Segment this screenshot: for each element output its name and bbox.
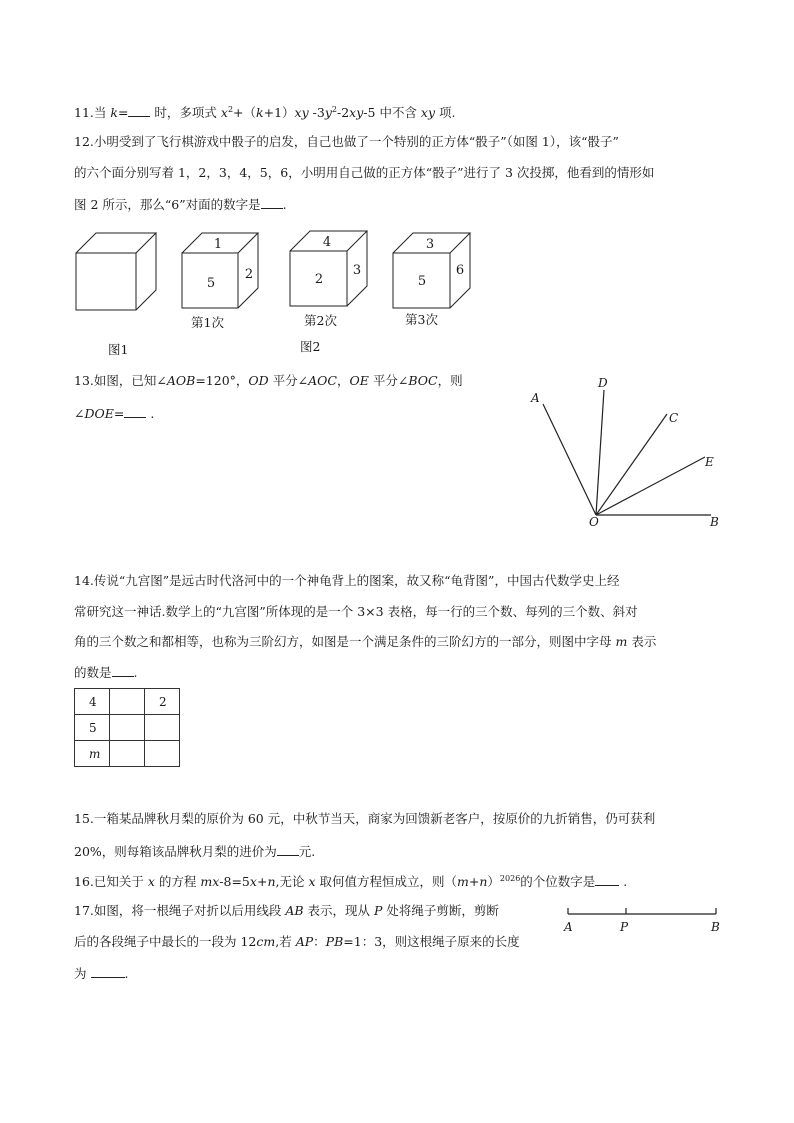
question-11 (74, 104, 456, 121)
die1-caption: 第1次 (191, 315, 224, 330)
die1-front-number: 5 (206, 276, 216, 291)
q11-text: 时，多项式 (150, 105, 221, 120)
ray-OD (596, 390, 604, 515)
q13-text: 平分∠ (368, 373, 409, 388)
q11-text: 当 (93, 105, 111, 120)
q11-text: = (117, 105, 129, 120)
q13-var: BOC (408, 373, 438, 388)
q16-var: x (308, 874, 316, 889)
q14-text: 的数是 (74, 665, 112, 680)
q15-text: 20%，则每箱该品牌秋月梨的进价为 (74, 844, 277, 859)
q16-text: + (256, 874, 268, 889)
q13-line-2 (74, 405, 154, 422)
q14-text: . (133, 665, 138, 680)
q11-exponent: 2 (331, 104, 337, 114)
q17-line-1 (74, 903, 499, 919)
q13-answer-blank[interactable] (124, 405, 146, 418)
q16-text: . (619, 874, 628, 889)
q16-text: -8=5 (219, 874, 250, 889)
q11-text: +1） (263, 105, 295, 120)
q11-text: +（ (233, 105, 257, 120)
q13-line-1 (74, 373, 463, 389)
q17-unit: cm (256, 934, 276, 949)
table-cell: m (75, 741, 110, 767)
q13-text: ，则 (437, 373, 463, 388)
q11-var: k (110, 105, 118, 120)
table-cell (110, 689, 145, 715)
ray-OA (543, 404, 596, 515)
q13-var: DOE (84, 406, 114, 421)
segment-diagram (560, 902, 730, 942)
q14-line-3 (74, 634, 656, 650)
q13-text: = (113, 406, 125, 421)
q13-var: OE (349, 373, 369, 388)
q17-text: 处将绳子剪断，剪断 (382, 903, 499, 918)
q11-text: -3 (308, 105, 325, 120)
q11-var: xy (294, 105, 309, 120)
table-cell: 4 (75, 689, 110, 715)
table-cell (110, 741, 145, 767)
q14-line-4 (74, 664, 138, 681)
q16-text: 取何值方程恒成立，则（ (315, 874, 457, 889)
q17-line-3 (74, 965, 129, 982)
q12-line-3 (74, 196, 287, 213)
angle-diagram (525, 372, 735, 532)
table-row (75, 715, 180, 741)
q11-var: k (256, 105, 264, 120)
cube-side-face (136, 233, 156, 310)
q16-var: x (249, 874, 257, 889)
q16-var: n (267, 874, 276, 889)
q11-text: 项. (435, 105, 456, 120)
q15-line-1: 15.一箱某品牌秋月梨的原价为 60 元，中秋节当天，商家为回馈新老客户，按原价的九折销售，仍可获利 (74, 811, 656, 826)
cube-top-face (76, 233, 156, 253)
die1-top-number: 1 (213, 237, 223, 252)
q17-text: 表示，现从 (303, 903, 375, 918)
question-16 (74, 873, 627, 890)
q17-var: P (374, 903, 383, 918)
die3-top-number: 3 (425, 237, 435, 252)
q13-var: AOB (166, 373, 196, 388)
q15-text: 元. (298, 844, 316, 859)
table-row (75, 741, 180, 767)
die3-front-number: 5 (417, 274, 427, 289)
q16-var: x (147, 874, 155, 889)
q14-answer-blank[interactable] (112, 664, 134, 677)
q11-var: xy (349, 105, 364, 120)
label-P: P (620, 920, 629, 934)
q12-text: . (282, 197, 287, 212)
q16-var: mx (200, 874, 220, 889)
table-cell: 2 (145, 689, 180, 715)
figure-1-caption: 图1 (108, 342, 129, 357)
ray-OE (596, 457, 705, 515)
q16-var: m (457, 874, 469, 889)
cube-front-face (76, 253, 136, 310)
q16-var: n (479, 874, 488, 889)
q17-text: . (124, 966, 129, 981)
die2-caption: 第2次 (304, 313, 337, 328)
die3-right-number: 6 (455, 263, 465, 278)
q17-text: =1：3，则这根绳子原来的长度 (343, 934, 520, 949)
q16-text: + (468, 874, 480, 889)
q14-line-2: 常研究这一神话.数学上的“九宫图”所体现的是一个 3×3 表格，每一行的三个数、每列的三个数、斜对 (74, 604, 638, 619)
die2-top-number: 4 (322, 235, 332, 250)
q13-text: . (146, 406, 155, 421)
label-A: A (564, 920, 573, 934)
q13-var: AOC (308, 373, 337, 388)
q16-answer-blank[interactable] (595, 873, 619, 886)
q17-text: ： (313, 934, 326, 949)
q13-text: 13.如图，已知∠ (74, 373, 167, 388)
label-B: B (711, 920, 720, 934)
q11-exponent: 2 (227, 104, 234, 114)
q12-answer-blank[interactable] (261, 196, 283, 209)
q11-var: xy (420, 105, 436, 120)
q11-text: -2 (336, 105, 350, 120)
die2-front-number: 2 (314, 272, 324, 287)
q12-line-1: 12.小明受到了飞行棋游戏中骰子的启发，自己也做了一个特别的正方体“骰子”（如图 1），该“骰子” (74, 134, 619, 149)
q15-answer-blank[interactable] (277, 843, 299, 856)
q17-text: 为 (74, 966, 87, 981)
label-C: C (669, 411, 679, 425)
q17-var: PB (325, 934, 344, 949)
q17-text: ,若 (275, 934, 296, 949)
cube-figure-1 (70, 228, 170, 328)
q17-line-2 (74, 934, 520, 950)
q11-answer-blank[interactable] (128, 104, 150, 117)
table-row (75, 689, 180, 715)
q14-text: 表示 (627, 634, 657, 649)
q13-text: ， (337, 373, 350, 388)
q11-var: y (324, 105, 332, 120)
figure-2-caption: 图2 (300, 339, 321, 354)
table-cell (110, 715, 145, 741)
q13-text: ∠ (74, 406, 85, 421)
q16-text: 的个位数字是 (520, 874, 596, 889)
q14-text: 角的三个数之和都相等，也称为三阶幻方，如图是一个满足条件的三阶幻方的一部分，则图中字母 (74, 634, 616, 649)
label-O: O (589, 515, 599, 529)
q11-text: -5 中不含 (363, 105, 421, 120)
die1-right-number: 2 (244, 267, 254, 282)
label-B: B (710, 515, 719, 529)
q13-text: =120°， (195, 373, 249, 388)
q16-text: ） (487, 874, 500, 889)
q14-line-1: 14.传说“九宫图”是远古时代洛河中的一个神龟背上的图案，故又称“龟背图”，中国古代数学史上经 (74, 573, 620, 588)
q12-line-2: 的六个面分别写着 1，2，3，4，5，6，小明用自己做的正方体“骰子”进行了 3 次投掷，他看到的情形如 (74, 165, 655, 180)
table-cell: 5 (75, 715, 110, 741)
q17-answer-blank[interactable] (91, 965, 125, 978)
q14-var: m (615, 634, 628, 649)
q17-var: AB (285, 903, 304, 918)
q12-text: 图 2 所示，那么“6”对面的数字是 (74, 197, 261, 212)
q17-text: 17.如图，将一根绳子对折以后用线段 (74, 903, 286, 918)
table-cell (145, 741, 180, 767)
q11-number: 11. (74, 105, 94, 120)
q11-var: x (220, 105, 228, 120)
die2-right-number: 3 (352, 263, 362, 278)
q13-var: OD (248, 373, 269, 388)
q17-var: AP (295, 934, 314, 949)
q16-text: 16.已知关于 (74, 874, 148, 889)
die3-caption: 第3次 (405, 312, 438, 327)
q16-text: 的方程 (154, 874, 201, 889)
q17-text: 后的各段绳子中最长的一段为 12 (74, 934, 257, 949)
magic-square-table (74, 688, 180, 767)
label-E: E (705, 455, 714, 469)
table-cell (145, 715, 180, 741)
q15-line-2 (74, 843, 315, 860)
q16-text: ,无论 (275, 874, 309, 889)
label-A: A (531, 391, 540, 405)
label-D: D (598, 376, 608, 390)
q13-text: 平分∠ (268, 373, 309, 388)
ray-OC (596, 414, 667, 515)
q16-exponent: 2026 (499, 873, 521, 883)
